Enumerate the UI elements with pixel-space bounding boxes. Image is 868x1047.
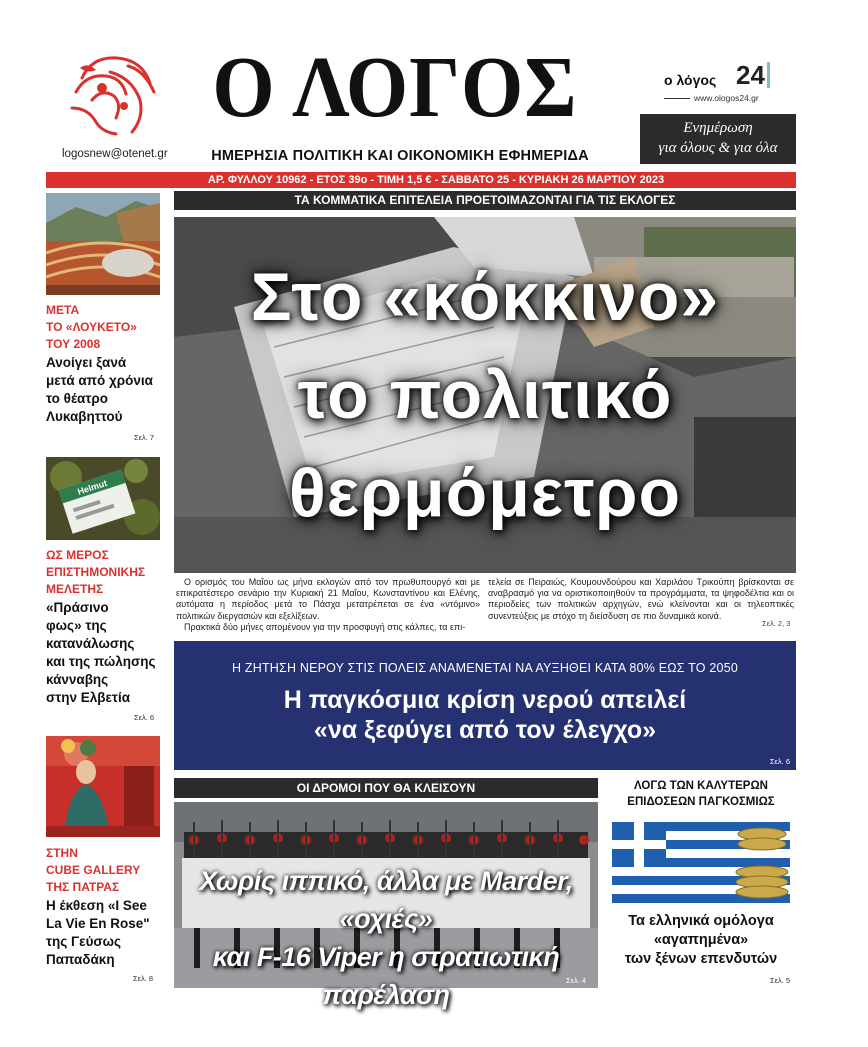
slogan-line-2: για όλους & για όλα: [658, 140, 778, 156]
cannabis-product-photo[interactable]: [46, 457, 160, 540]
water-story-page-ref: Σελ. 6: [769, 757, 790, 766]
sidebar-3-page-ref: Σελ. 8: [133, 974, 154, 983]
water-story-kicker: Η ΖΗΤΗΣΗ ΝΕΡΟΥ ΣΤΙΣ ΠΟΛΕΙΣ ΑΝΑΜΕΝΕΤΑΙ ΝΑ ΑΥΞΗΘΕΙ ΚΑΤΑ 80% ΕΩΣ ΤΟ 2050: [232, 661, 738, 675]
brand-name: ο λόγος: [664, 72, 717, 88]
parade-story-kicker: ΟΙ ΔΡΟΜΟΙ ΠΟΥ ΘΑ ΚΛΕΙΣΟΥΝ: [174, 778, 598, 798]
water-story-headline: Η παγκόσμια κρίση νερού απειλεί «να ξεφύγει από τον έλεγχο»: [283, 686, 687, 744]
brand-number: 24: [736, 62, 770, 88]
main-story-body-left: Ο ορισμός του Μαΐου ως μήνα εκλογών από τον πρωθυπουργό και με επικρατέστερο σενάριο την Κυριακή 21 Μαΐου, Κωνσταντίνου και Ελένης, αυτόματα η περίοδος μετά το Πάσχα μετατρέπεται σε ένα «ντόμινο» πολιτικών διεργασιών και εξελίξεων. Πρακτικά δύο μήνες απομένουν για την προσφυγή στις κάλπες, τα επι-: [176, 577, 480, 632]
bonds-story-headline[interactable]: Τα ελληνικά ομόλογα «αγαπημένα» των ξένων επενδυτών: [624, 913, 778, 967]
sidebar-1-page-ref: Σελ. 7: [134, 433, 155, 442]
parade-story-page-ref: Σελ. 4: [566, 976, 587, 985]
newspaper-masthead: Ο ΛΟΓΟΣ: [212, 40, 578, 136]
bonds-story-kicker: ΛΟΓΩ ΤΩΝ ΚΑΛΥΤΕΡΩΝ ΕΠΙΔΟΣΕΩΝ ΠΑΓΚΟΣΜΙΩΣ: [627, 780, 775, 808]
ologos24-brand[interactable]: [662, 62, 772, 110]
main-story-page-ref: Σελ. 2, 3: [762, 619, 791, 628]
painting-artwork-photo[interactable]: [46, 736, 160, 837]
sidebar-2-page-ref: Σελ. 6: [134, 713, 155, 722]
brand-website[interactable]: www.ologos24.gr: [694, 93, 759, 103]
sidebar-1-headline[interactable]: Ανοίγει ξανά μετά από χρόνια το θέατρο Λυκαβηττού: [46, 355, 153, 424]
water-crisis-story[interactable]: [174, 641, 796, 770]
sidebar-2-headline[interactable]: «Πράσινο φως» της κατανάλωσης και της πώλησης κάνναβης στην Ελβετία: [46, 600, 156, 705]
issue-info-bar: ΑΡ. ΦΥΛΛΟΥ 10962 - ΕΤΟΣ 39ο - ΤΙΜΗ 1,5 € - ΣΑΒΒΑΤΟ 25 - ΚΥΡΙΑΚΗ 26 ΜΑΡΤΙΟΥ 2023: [46, 172, 796, 188]
brand-rule: [664, 98, 690, 99]
sidebar-3-headline[interactable]: Η έκθεση «I See La Vie En Rose" της Γεύσως Παπαδάκη: [46, 898, 150, 967]
slogan-line-1: Ενημέρωση: [683, 120, 753, 136]
main-story-headline[interactable]: Στο «κόκκινο» το πολιτικό θερμόμετρο: [250, 259, 720, 531]
sidebar-1-kicker: ΜΕΤΑ ΤΟ «ΛΟΥΚΕΤΟ» ΤΟΥ 2008: [46, 303, 137, 351]
contact-email[interactable]: logosnew@otenet.gr: [62, 148, 168, 160]
sidebar-2-kicker: ΩΣ ΜΕΡΟΣ ΕΠΙΣΤΗΜΟΝΙΚΗΣ ΜΕΛΕΤΗΣ: [46, 548, 146, 596]
greek-flag-coins-photo[interactable]: [612, 822, 790, 906]
parade-story-headline[interactable]: Χωρίς ιππικό, άλλα με Marder, «οχιές» και F-16 Viper η στρατιωτική παρέλαση: [199, 866, 573, 1010]
lycabettus-theatre-photo[interactable]: [46, 193, 160, 295]
main-story-body-right: τελεία σε Πειραιώς, Κουμουνδούρου και Χαριλάου Τρικούπη βρίσκονται σε αναβρασμό για να οριστικοποιηθούν τα προγράμματα, τα ψηφοδέλτια και οι περιοδείες των πολιτικών αρχηγών, ενώ κλείνονται και οι τηλεοπτικές συνεντεύξεις με στόχο τη διείσδυση σε πιο δυναμικά κοινά.: [488, 577, 794, 621]
slogan-box: [640, 114, 796, 164]
main-story-kicker: ΤΑ ΚΟΜΜΑΤΙΚΑ ΕΠΙΤΕΛΕΙΑ ΠΡΟΕΤΟΙΜΑΖΟΝΤΑΙ ΓΙΑ ΤΙΣ ΕΚΛΟΓΕΣ: [174, 191, 796, 210]
bonds-story-page-ref: Σελ. 5: [770, 976, 791, 985]
newspaper-logo-illustration: [62, 48, 162, 140]
newspaper-subtitle: ΗΜΕΡΗΣΙΑ ΠΟΛΙΤΙΚΗ ΚΑΙ ΟΙΚΟΝΟΜΙΚΗ ΕΦΗΜΕΡΙΔΑ: [211, 148, 589, 164]
sidebar-3-kicker: ΣΤΗΝ CUBE GALLERY ΤΗΣ ΠΑΤΡΑΣ: [46, 846, 141, 894]
product-label: Helmut: [76, 477, 109, 497]
